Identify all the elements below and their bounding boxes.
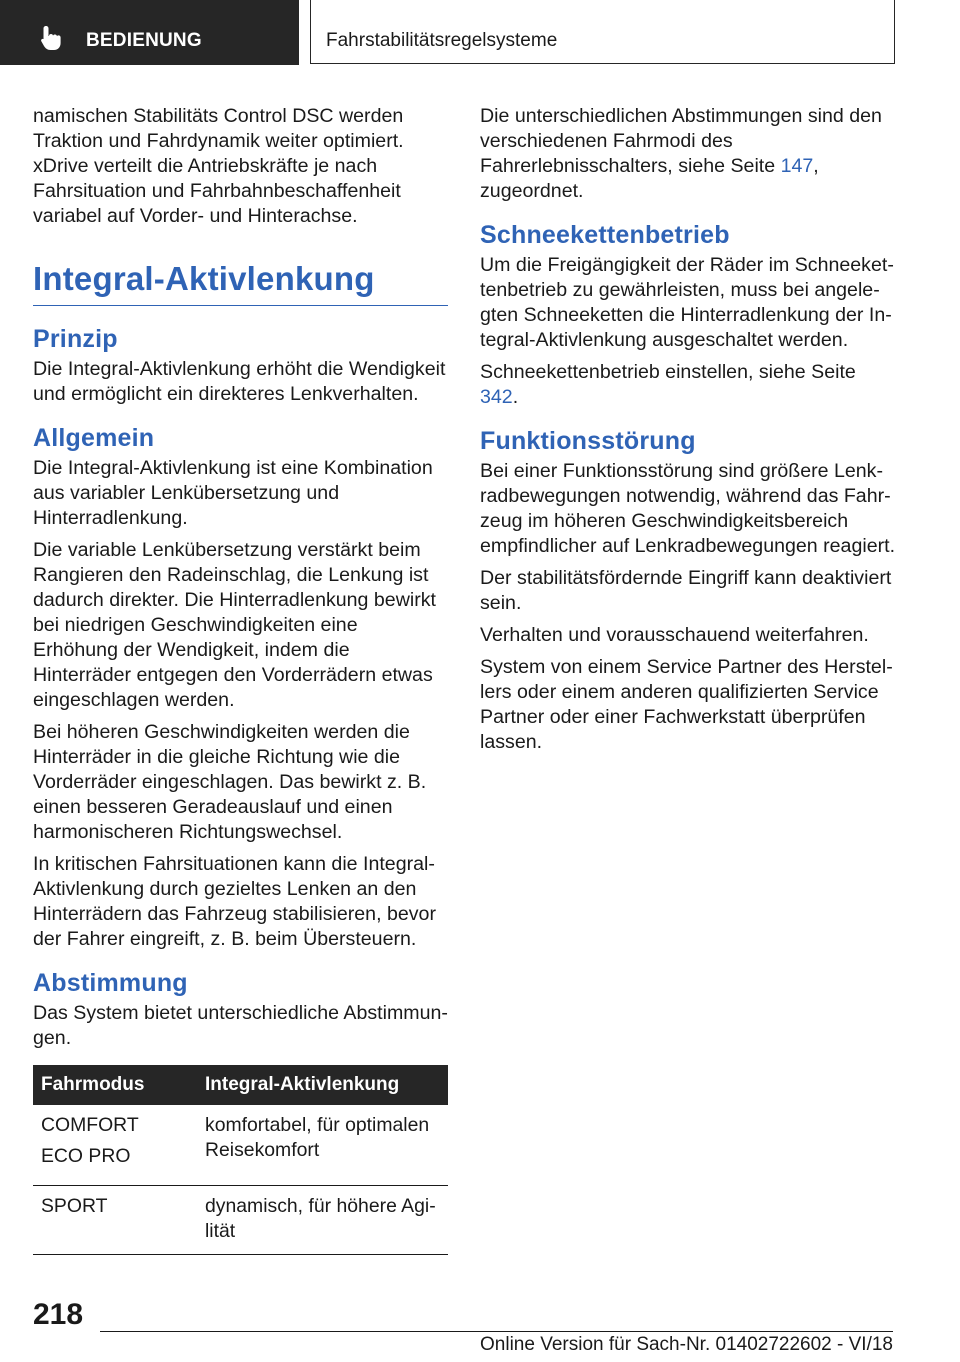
tuning-paragraph [480, 104, 895, 204]
table-cell-description: dynamisch, für höhere Agilität [197, 1186, 448, 1255]
mode-name: COMFORT [41, 1114, 139, 1136]
allgemein-paragraph: Die Integral-Aktivlenkung ist eine Kombination aus variabler Lenkübersetzung und Hinterradlenkung. [33, 457, 433, 529]
schneeketten-heading: Schneekettenbetrieb [480, 221, 730, 249]
chapter-tab [310, 0, 895, 64]
schneeketten-paragraph: Um die Freigängigkeit der Räder im Schneekettenbetrieb zu gewährleisten, muss bei angelegten Schneeketten die Hinterradlenkung der Integral-Aktivlenkung ausgeschaltet werden. [480, 254, 894, 351]
table-cell-mode [33, 1105, 197, 1186]
mode-name: SPORT [41, 1195, 108, 1217]
table-row [33, 1186, 448, 1255]
page-number: 218 [33, 1298, 84, 1331]
footer-divider [100, 1331, 893, 1332]
table-row [33, 1105, 448, 1186]
schneeketten-setup-end: . [512, 386, 519, 408]
mode-name: ECO PRO [41, 1145, 131, 1167]
chapter-label: Fahrstabilitätsregelsysteme [326, 30, 558, 51]
left-column [33, 104, 448, 1255]
page-reference-link[interactable]: 342 [480, 386, 513, 408]
stoerung-heading: Funktionsstörung [480, 427, 696, 455]
tuning-text: Die unterschiedlichen Abstimmungen sind den verschiedenen Fahrmodi des Fahrerlebnisschalters, siehe Seite [480, 105, 882, 177]
online-version-note: Online Version für Sach-Nr. 01402722602 - VI/18 [480, 1334, 893, 1355]
stoerung-paragraph: Bei einer Funktionsstörung sind größere Lenkradbewegungen notwendig, während das Fahrzeug im höheren Geschwindigkeitsbereich empfindlicher auf Lenkradbewegungen reagiert. [480, 460, 896, 557]
stoerung-paragraph: System von einem Service Partner des Herstellers oder einem anderen qualifizierten Service Partner oder einer Fachwerkstatt überprüfen lassen. [480, 656, 893, 753]
table-cell-description: komfortabel, für optimalen Reisekomfort [197, 1105, 448, 1186]
main-heading: Integral-Aktivlenkung [33, 259, 448, 306]
intro-paragraph: namischen Stabilitäts Control DSC werden Traktion und Fahrdynamik weiter optimiert. xDrive verteilt die Antriebskräfte je nach Fahrsituation und Fahrbahnbeschaffenheit variabel auf Vorder- und Hinterachse. [33, 105, 404, 227]
schneeketten-setup [480, 360, 895, 410]
allgemein-paragraph: Die variable Lenkübersetzung verstärkt beim Rangieren den Radeinschlag, die Lenkung ist dadurch direkter. Die Hinterradlenkung bewirkt bei niedrigen Geschwindigkeiten eine Erhöhung der Wendigkeit, indem die Hinterräder entgegen den Vorderrädern etwas eingeschlagen werden. [33, 539, 436, 711]
stoerung-paragraph: Verhalten und vorausschauend weiterfahren. [480, 624, 869, 646]
abstimmung-text: Das System bietet unterschiedliche Abstimmungen. [33, 1002, 448, 1049]
stoerung-paragraph: Der stabilitätsfördernde Eingriff kann deaktiviert sein. [480, 567, 892, 614]
abstimmung-heading: Abstimmung [33, 969, 188, 997]
schneeketten-setup-text: Schneekettenbetrieb einstellen, siehe Seite [480, 361, 856, 383]
allgemein-paragraph: Bei höheren Geschwindigkeiten werden die Hinterräder in die gleiche Richtung wie die Vorderräder eingeschlagen. Das bewirkt z. B. einen besseren Geradeauslauf und einen harmonischeren Richtungswechsel. [33, 721, 427, 843]
mode-table [33, 1065, 448, 1255]
table-header-row [33, 1065, 448, 1105]
prinzip-heading: Prinzip [33, 325, 118, 353]
table-header-steering: Integral-Aktivlenkung [197, 1065, 448, 1105]
prinzip-text: Die Integral-Aktivlenkung erhöht die Wendigkeit und ermöglicht ein direkteres Lenkverhalten. [33, 358, 446, 405]
table-cell-mode [33, 1186, 197, 1255]
allgemein-paragraph: In kritischen Fahrsituationen kann die Integral-Aktivlenkung durch gezieltes Lenken an den Hinterrädern das Fahrzeug stabilisieren, bevor der Fahrer eingreift, z. B. beim Übersteuern. [33, 853, 436, 950]
section-tab [0, 0, 299, 65]
allgemein-heading: Allgemein [33, 424, 155, 452]
page-reference-link[interactable]: 147 [780, 155, 814, 177]
right-column [480, 104, 895, 762]
tuning-text-end: , zugeordnet. [480, 155, 819, 202]
section-label: BEDIENUNG [86, 30, 202, 51]
pointing-hand-icon [40, 25, 62, 51]
table-header-mode: Fahrmodus [33, 1065, 197, 1105]
